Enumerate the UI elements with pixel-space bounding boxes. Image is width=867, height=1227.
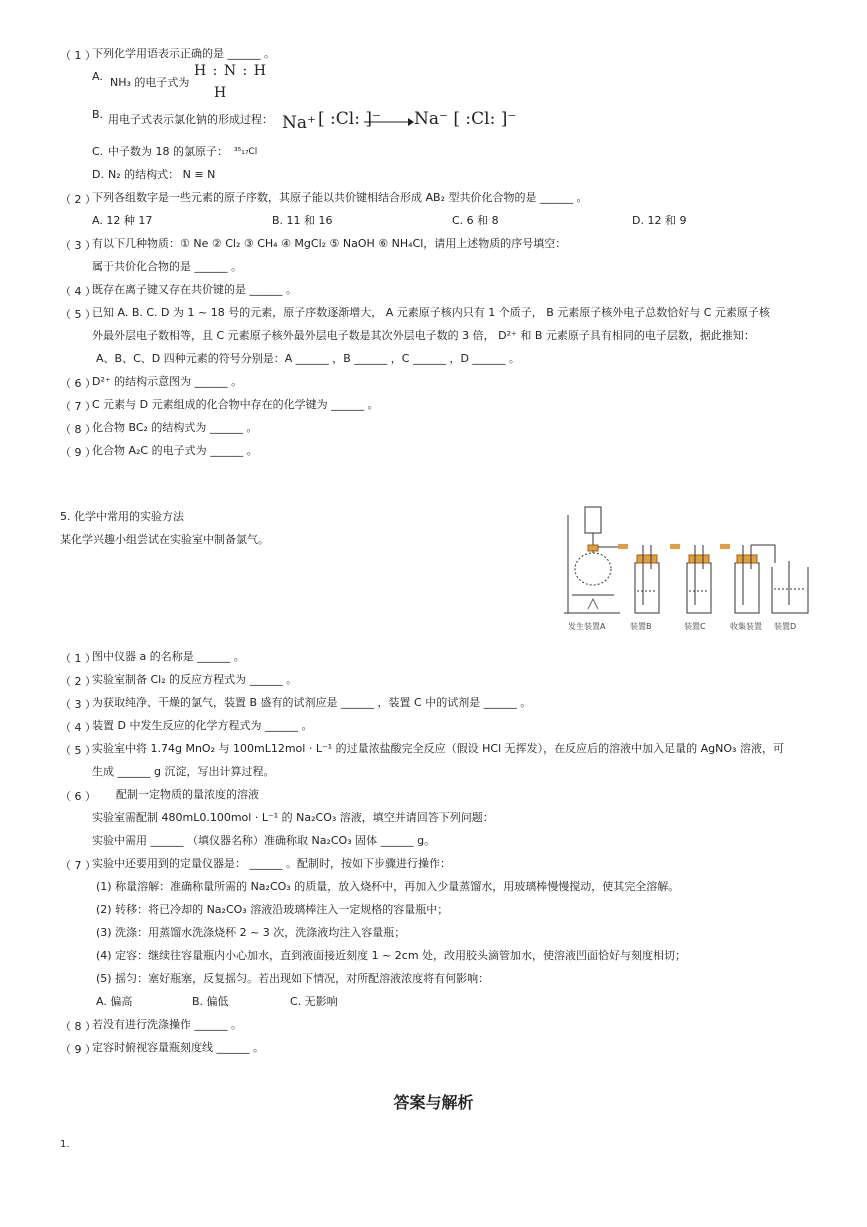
option-c-text: 中子数为 18 的氯原子： xyxy=(108,145,228,158)
nh3-electron-formula-h: H xyxy=(214,85,227,101)
apparatus-label-a: 发生装置A xyxy=(568,622,606,631)
q4-4-number: （ 4 ） xyxy=(60,285,96,298)
q4-2-option-b: B. 11 和 16 xyxy=(272,214,333,227)
q4-7-number: （ 7 ） xyxy=(60,400,96,413)
q5-9-text: 定容时俯视容量瓶刻度线 ______ 。 xyxy=(92,1041,264,1054)
bottle-b-icon xyxy=(635,545,659,613)
q5-9-number: （ 9 ） xyxy=(60,1043,96,1056)
q4-9-number: （ 9 ） xyxy=(60,446,96,459)
option-a-label: A. xyxy=(92,70,103,83)
chlorine-isotope: ³⁵₁₇Cl xyxy=(234,147,258,157)
q5-5-line2: 生成 ______ g 沉淀，写出计算过程。 xyxy=(92,765,275,778)
nacl-product: Na⁻ [ :Cl: ]⁻ xyxy=(414,109,517,129)
q4-2-number: （ 2 ） xyxy=(60,193,96,206)
q5-7-option-c: C. 无影响 xyxy=(290,995,338,1008)
q5-8-text: 若没有进行洗涤操作 ______ 。 xyxy=(92,1018,242,1031)
apparatus-label-collect: 收集装置 xyxy=(730,622,762,631)
q5-1-text: 图中仪器 a 的名称是 ______ 。 xyxy=(92,650,245,663)
q5-7-step-2: (2) 转移：将已冷却的 Na₂CO₃ 溶液沿玻璃棒注入一定规格的容量瓶中； xyxy=(96,903,449,916)
q4-1-number: （ 1 ） xyxy=(60,49,96,62)
q5-6-number: （ 6 ） xyxy=(60,790,96,803)
q5-7-number: （ 7 ） xyxy=(60,859,96,872)
nh3-electron-formula: H : N : H xyxy=(194,63,267,79)
q5-7-step-5: (5) 摇匀：塞好瓶塞，反复摇匀。若出现如下情况，对所配溶液浓度将有何影响： xyxy=(96,972,490,985)
q5-7-option-a: A. 偏高 xyxy=(96,995,133,1008)
option-d-label: D. xyxy=(92,168,104,181)
option-b-label: B. xyxy=(92,108,104,121)
beaker-d-icon xyxy=(772,561,808,613)
nacl-na-ion: Na⁺ xyxy=(282,113,316,133)
q4-2-option-a: A. 12 种 17 xyxy=(92,214,153,227)
q5-7-step-4: (4) 定容：继续往容量瓶内小心加水，直到液面接近刻度 1 ~ 2cm 处，改用胶头滴管加水，使溶液凹面恰好与刻度相切； xyxy=(96,949,687,962)
q5-3-text: 为获取纯净、干燥的氯气，装置 B 盛有的试剂应是 ______ ，装置 C 中的试剂是 ______ 。 xyxy=(92,696,532,709)
option-c-label: C. xyxy=(92,145,104,158)
apparatus-label-b: 装置B xyxy=(630,622,652,631)
q4-2-text: 下列各组数字是一些元素的原子序数，其原子能以共价键相结合形成 AB₂ 型共价化合物的是 ______ 。 xyxy=(92,191,588,204)
q4-3-text: 有以下几种物质：① Ne ② Cl₂ ③ CH₄ ④ MgCl₂ ⑤ NaOH ⑥ NH₄Cl，请用上述物质的序号填空： xyxy=(92,237,567,250)
q4-3-sub: 属于共价化合物的是 ______ 。 xyxy=(92,260,242,273)
section5-heading: 5. 化学中常用的实验方法 xyxy=(60,510,184,523)
answers-title: 答案与解析 xyxy=(393,1093,474,1112)
q5-4-number: （ 4 ） xyxy=(60,721,96,734)
answer-1-label: 1. xyxy=(60,1139,70,1150)
section5-intro: 某化学兴趣小组尝试在实验室中制备氯气。 xyxy=(60,533,269,546)
collecting-bottle-icon xyxy=(735,545,775,613)
bottle-c-icon xyxy=(687,545,711,613)
q5-6-text: 配制一定物质的量浓度的溶液 xyxy=(116,788,259,801)
q5-3-number: （ 3 ） xyxy=(60,698,96,711)
q5-7-text: 实验中还要用到的定量仪器是： ______ 。配制时，按如下步骤进行操作： xyxy=(92,857,451,870)
q5-5-text: 实验室中将 1.74g MnO₂ 与 100mL12mol · L⁻¹ 的过量浓盐酸完全反应（假设 HCl 无挥发），在反应后的溶液中加入足量的 AgNO₃ 溶液，可 xyxy=(92,742,784,755)
q4-5-line2: 外最外层电子数相等，且 C 元素原子核外最外层电子数是其次外层电子数的 3 倍， D²⁺ 和 B 元素原子具有相同的电子层数，据此推知： xyxy=(92,329,755,342)
q5-7-option-b: B. 偏低 xyxy=(192,995,229,1008)
q4-2-option-c: C. 6 和 8 xyxy=(452,214,499,227)
option-b-text: 用电子式表示氯化钠的形成过程： xyxy=(108,113,273,126)
q4-5-number: （ 5 ） xyxy=(60,308,96,321)
q4-8-number: （ 8 ） xyxy=(60,423,96,436)
q4-5-text: 已知 A. B. C. D 为 1 ~ 18 号的元素，原子序数逐渐增大， A 元素原子核内只有 1 个质子， B 元素原子核外电子总数恰好与 C 元素原子核 xyxy=(92,306,770,319)
q4-6-text: D²⁺ 的结构示意图为 ______ 。 xyxy=(92,375,243,388)
apparatus-label-d: 装置D xyxy=(774,622,797,631)
q4-3-number: （ 3 ） xyxy=(60,239,96,252)
q4-6-number: （ 6 ） xyxy=(60,377,96,390)
option-a-text: NH₃ 的电子式为 xyxy=(110,76,190,89)
chlorine-apparatus-figure xyxy=(560,505,818,633)
tube-connector-icon xyxy=(720,544,730,549)
apparatus-label-c: 装置C xyxy=(684,622,706,631)
q5-2-number: （ 2 ） xyxy=(60,675,96,688)
q4-9-text: 化合物 A₂C 的电子式为 ______ 。 xyxy=(92,444,258,457)
q5-8-number: （ 8 ） xyxy=(60,1020,96,1033)
q4-7-text: C 元素与 D 元素组成的化合物中存在的化学键为 ______ 。 xyxy=(92,398,379,411)
q5-2-text: 实验室制备 Cl₂ 的反应方程式为 ______ 。 xyxy=(92,673,298,686)
q5-5-number: （ 5 ） xyxy=(60,744,96,757)
q5-6-line2: 实验室需配制 480mL0.100mol · L⁻¹ 的 Na₂CO₃ 溶液，填空并请回答下列问题： xyxy=(92,811,494,824)
q4-2-option-d: D. 12 和 9 xyxy=(632,214,687,227)
q4-8-text: 化合物 BC₂ 的结构式为 ______ 。 xyxy=(92,421,258,434)
q5-4-text: 装置 D 中发生反应的化学方程式为 ______ 。 xyxy=(92,719,313,732)
option-d-text: N₂ 的结构式： N ≡ N xyxy=(108,168,216,181)
q4-1-text: 下列化学用语表示正确的是 ______ 。 xyxy=(92,47,275,60)
q5-7-step-3: (3) 洗涤：用蒸馏水洗涤烧杯 2 ~ 3 次，洗涤液均注入容量瓶； xyxy=(96,926,406,939)
q4-4-text: 既存在离子键又存在共价键的是 ______ 。 xyxy=(92,283,297,296)
reaction-arrow-icon xyxy=(364,116,414,128)
q5-7-step-1: (1) 称量溶解：准确称量所需的 Na₂CO₃ 的质量，放入烧杯中，再加入少量蒸馏水，用玻璃棒慢慢搅动，使其完全溶解。 xyxy=(96,880,680,893)
q5-6-line3: 实验中需用 ______ （填仪器名称）准确称取 Na₂CO₃ 固体 ______ g。 xyxy=(92,834,436,847)
q4-5-line3: A、B、C、D 四种元素的符号分别是：A ______ ，B ______ ，C ______ ，D ______ 。 xyxy=(96,352,520,365)
nacl-cl-atom: [ :Cl: ]⁻ xyxy=(318,109,381,129)
tube-connector-icon xyxy=(670,544,680,549)
tube-connector-icon xyxy=(618,544,628,549)
flask-a-icon xyxy=(564,507,620,613)
q5-1-number: （ 1 ） xyxy=(60,652,96,665)
